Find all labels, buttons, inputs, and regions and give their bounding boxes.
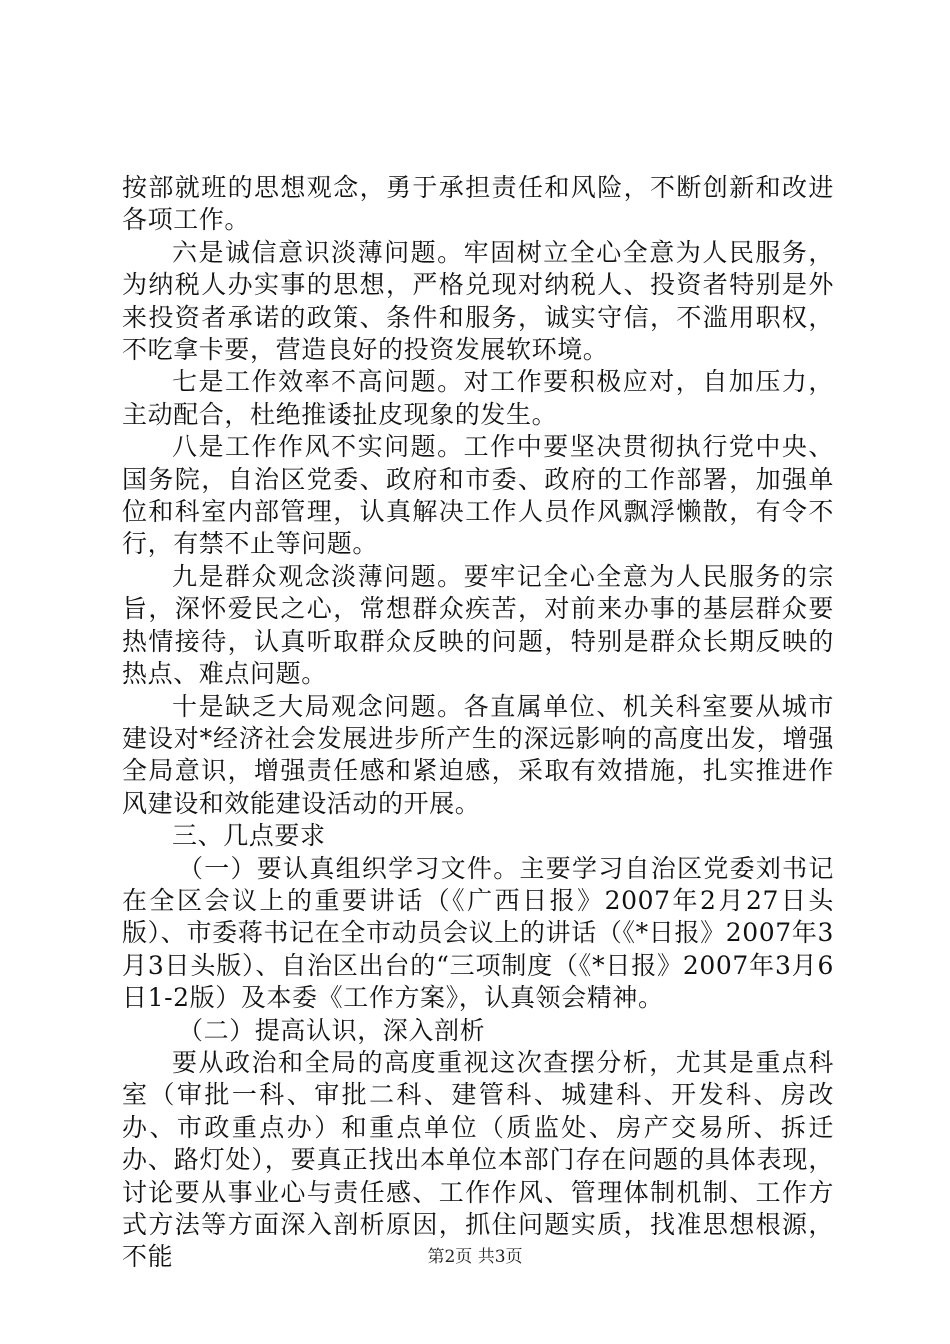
section-heading-requirements: 三、几点要求 (172, 821, 326, 851)
subsection-heading-awareness: （二）提高认识，深入剖析 (178, 1015, 486, 1045)
paragraph-analysis: 要从政治和全局的高度重视这次查摆分析，尤其是重点科室（审批一科、审批二科、建管科、城建科、开发科、房改办、市政重点办）和重点单位（质监处、房产交易所、拆迁办、路灯处），要真正找出本单位本部门存在问题的具体表现，讨论要从事业心与责任感、工作作风、管理体制机制、工作方式方法等方面深入剖析原因，抓住问题实质，找准思想根源，不能 (122, 1047, 834, 1272)
paragraph-item-9: 九是群众观念淡薄问题。要牢记全心全意为人民服务的宗旨，深怀爱民之心，常想群众疾苦，对前来办事的基层群众要热情接待，认真听取群众反映的问题，特别是群众长期反映的热点、难点问题。 (122, 561, 834, 689)
paragraph-item-6: 六是诚信意识淡薄问题。牢固树立全心全意为人民服务，为纳税人办实事的思想，严格兑现对纳税人、投资者特别是外来投资者承诺的政策、条件和服务，诚实守信，不滥用职权，不吃拿卡要，营造良好的投资发展软环境。 (122, 237, 834, 365)
paragraph-continuation: 按部就班的思想观念，勇于承担责任和风险，不断创新和改进各项工作。 (122, 173, 834, 235)
paragraph-item-8: 八是工作作风不实问题。工作中要坚决贯彻执行党中央、国务院，自治区党委、政府和市委、政府的工作部署，加强单位和科室内部管理，认真解决工作人员作风飘浮懒散，有令不行，有禁不止等问题。 (122, 432, 834, 559)
paragraph-item-10: 十是缺乏大局观念问题。各直属单位、机关科室要从城市建设对*经济社会发展进步所产生的深远影响的高度出发，增强全局意识，增强责任感和紧迫感，采取有效措施，扎实推进作风建设和效能建设活动的开展。 (122, 691, 834, 818)
subsection-study-documents: （一）要认真组织学习文件。主要学习自治区党委刘书记在全区会议上的重要讲话（《广西日报》2007年2月27日头版）、市委蒋书记在全市动员会议上的讲话（《*日报》2007年3月3日头版）、自治区出台的“三项制度（《*日报》2007年3月6日1-2版）及本委《工作方案》，认真领会精神。 (122, 853, 834, 1013)
paragraph-item-7: 七是工作效率不高问题。对工作要积极应对，自加压力，主动配合，杜绝推诿扯皮现象的发生。 (122, 367, 834, 429)
document-body (122, 172, 834, 1274)
page-number-footer: 第2页 共3页 (427, 1247, 523, 1267)
